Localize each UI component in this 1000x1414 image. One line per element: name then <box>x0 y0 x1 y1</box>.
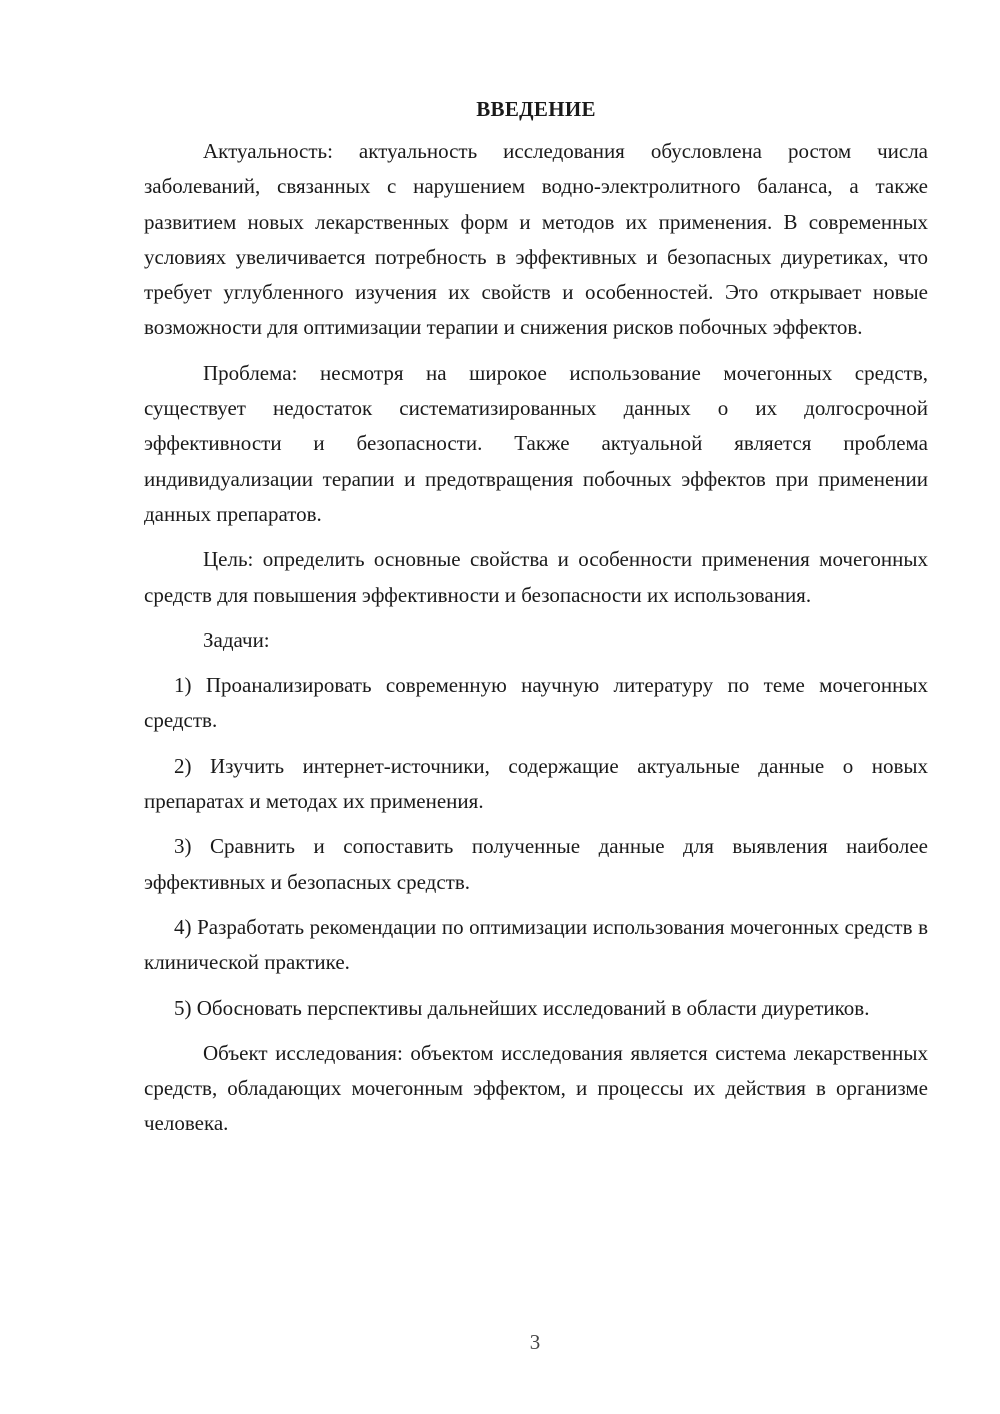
paragraph-problem: Проблема: несмотря на широкое использование мочегонных средств, существует недостаток систематизированных данных о их долгосрочной эффективности и безопасности. Также актуальной является проблема индивидуализации терапии и предотвращения побочных эффектов при применении данных препаратов. <box>144 360 928 526</box>
task-item: 5) Обосновать перспективы дальнейших исследований в области диуретиков. <box>174 995 870 1020</box>
task-item: 3) Сравнить и сопоставить полученные данные для выявления наиболее эффективных и безопасных средств. <box>144 834 928 894</box>
paragraph-object: Объект исследования: объектом исследования является система лекарственных средств, обладающих мочегонным эффектом, и процессы их действия в организме человека. <box>144 1040 928 1136</box>
document-page <box>144 92 928 1152</box>
page-number: 3 <box>529 1330 541 1354</box>
task-list <box>144 668 928 1026</box>
task-item: 2) Изучить интернет-источники, содержащие актуальные данные о новых препаратах и методах их применения. <box>144 753 928 814</box>
paragraph-relevance: Актуальность: актуальность исследования обусловлена ростом числа заболеваний, связанных с нарушением водно-электролитного баланса, а также развитием новых лекарственных форм и методов их применения. В современных условиях увеличивается потребность в эффективных и безопасных диуретиках, что требует углубленного изучения их свойств и особенностей. Это открывает новые возможности для оптимизации терапии и снижения рисков побочных эффектов. <box>144 139 928 340</box>
tasks-heading: Задачи: <box>203 627 270 652</box>
paragraph-goal: Цель: определить основные свойства и особенности применения мочегонных средств для повышения эффективности и безопасности их использования. <box>144 547 928 607</box>
document-title: ВВЕДЕНИЕ <box>476 97 596 121</box>
task-item: 4) Разработать рекомендации по оптимизации использования мочегонных средств в клинической практике. <box>144 914 928 975</box>
task-item: 1) Проанализировать современную научную литературу по теме мочегонных средств. <box>144 673 928 733</box>
